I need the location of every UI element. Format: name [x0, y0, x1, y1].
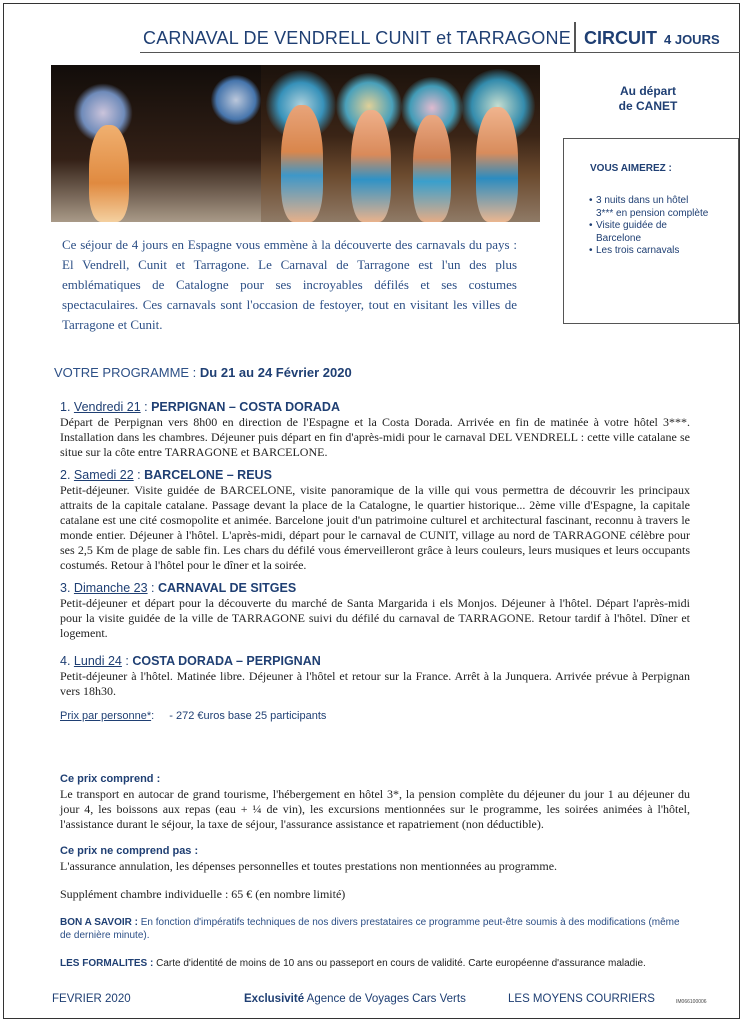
- highlights-box: [563, 138, 739, 324]
- formalites-label: LES FORMALITES :: [60, 958, 154, 969]
- supplement-line: Supplément chambre individuelle : 65 € (en nombre limité): [60, 887, 346, 901]
- day-date: Lundi 24: [73, 654, 122, 668]
- programme-label: VOTRE PROGRAMME :: [54, 365, 197, 380]
- footer-agency-name: Agence de Voyages Cars Verts: [306, 993, 466, 1005]
- day-description: Départ de Perpignan vers 8h00 en direction de l'Espagne et la Costa Dorada. Arrivée en fin de matinée à votre hôtel 3***. Installation dans les chambres. Déjeuner puis départ en fin d'après-midi pour le carnaval DEL VENDRELL : cette ville catalane se situe sur la côte entre TARRAGONE et BARCELONE.: [60, 415, 690, 459]
- programme-heading: [54, 365, 352, 380]
- formalites-text: Carte d'identité de moins de 10 ans ou passeport en cours de validité. Carte européenne d'assurance maladie.: [156, 958, 646, 969]
- price-value: - 272 €uros base 25 participants: [169, 710, 327, 722]
- includes-section: [60, 772, 690, 832]
- footer-agency: [244, 993, 466, 1005]
- day-title: CARNAVAL DE SITGES: [158, 581, 297, 595]
- page-title: CARNAVAL DE VENDRELL CUNIT et TARRAGONE: [143, 28, 571, 48]
- circuit-label: CIRCUIT: [584, 28, 657, 48]
- departure-line1: Au départ: [619, 84, 676, 98]
- day-number: 3.: [60, 581, 71, 595]
- day-date: Dimanche 23: [73, 581, 148, 595]
- highlight-item: Barcelone: [596, 232, 642, 244]
- highlight-item: 3*** en pension complète: [596, 207, 709, 219]
- day-2: 2. Samedi 22 : BARCELONE – REUS Petit-déjeuner. Visite guidée de BARCELONE, visite panoramique de la ville qui vous permettra de découvrir les principaux attraits de la capitale catalane. Passage devant la place de la Catalogne, le quartier historique... 2ème ville d'Espagne, la capitale catalane est une cité cosmopolite et animée. Barcelone jouit d'un patrimoine culturel et architectural fascinant, reconnu à travers le monde entier. Déjeuner à l'hôtel. L'après-midi, départ pour le carnaval de CUNIT, village au nord de TARRAGONE célèbre pour ses 2,5 Km de plage de sable fin. Les chars du défilé vous émerveilleront grâce à leurs couleurs, leurs musiques et leurs occupants costumés. Retour à l'hôtel pour le dîner et la soirée.: [60, 468, 690, 572]
- intro-paragraph: Ce séjour de 4 jours en Espagne vous emmène à la découverte des carnavals du pays : El Vendrell, Cunit et Tarragone. Le Carnaval de Tarragone est l'un des plus emblématiques de Catalogne pour ses incroyables défilés et ses costumes spectaculaires. Ces carnavals sont l'occasion de festoyer, tout en visitant les villes de Tarragone et Cunit.: [62, 237, 517, 332]
- price-label: Prix par personne*: [60, 710, 152, 722]
- carnival-photo: [51, 65, 540, 222]
- day-description: Petit-déjeuner à l'hôtel. Matinée libre. Déjeuner à l'hôtel et retour sur la France. Arrêt à la Junquera. Arrivée prévue à Perpignan vers 18h30.: [60, 669, 690, 698]
- excludes-title: Ce prix ne comprend pas :: [60, 845, 199, 857]
- footer-code: IM066100006: [676, 999, 707, 1005]
- day-number: 1.: [60, 400, 71, 414]
- highlight-item: • Visite guidée de: [589, 220, 708, 233]
- bon-a-savoir-text: En fonction d'impératifs techniques de nos divers prestataires ce programme peut-être soumis à des modifications (même de dernière minute).: [60, 917, 680, 941]
- day-title: COSTA DORADA – PERPIGNAN: [132, 654, 321, 668]
- highlight-item: • 3 nuits dans un hôtel: [589, 195, 708, 208]
- day-description: Petit-déjeuner. Visite guidée de BARCELONE, visite panoramique de la ville qui vous permettra de découvrir les principaux attraits de la capitale catalane. Passage devant la place de la Catalogne, le quartier historique... 2ème ville d'Espagne, la capitale catalane est une cité cosmopolite et animée. Barcelone jouit d'un patrimoine culturel et architectural fascinant, reconnu à travers le monde entier. Déjeuner à l'hôtel. L'après-midi, départ pour le carnaval de CUNIT, village au nord de TARRAGONE célèbre pour ses 2,5 Km de plage de sable fin. Les chars du défilé vous émerveilleront grâce à leurs couleurs, leurs musiques et leurs occupants costumés. Retour à l'hôtel pour le dîner et la soirée.: [60, 483, 690, 572]
- day-description: Petit-déjeuner et départ pour la découverte du marché de Santa Margarida i els Monjos. Déjeuner à l'hôtel. Départ l'après-midi pour la visite guidée de la ville de TARRAGONE suivi du défilé du carnaval de TARRAGONE. Retour tardif à l'hôtel. Dîner et logement.: [60, 596, 690, 640]
- day-number: 2.: [60, 468, 71, 482]
- footer-brand: LES MOYENS COURRIERS: [508, 993, 655, 1005]
- excludes-text: L'assurance annulation, les dépenses personnelles et toutes prestations non mentionnées au programme.: [60, 859, 558, 873]
- departure-info: [598, 84, 698, 114]
- bon-a-savoir-label: BON A SAVOIR :: [60, 917, 138, 928]
- highlights-title: VOUS AIMEREZ :: [590, 163, 672, 174]
- day-title: BARCELONE – REUS: [144, 468, 272, 482]
- day-title: PERPIGNAN – COSTA DORADA: [151, 400, 340, 414]
- day-4: 4. Lundi 24 : COSTA DORADA – PERPIGNAN Petit-déjeuner à l'hôtel. Matinée libre. Déjeuner à l'hôtel et retour sur la France. Arrêt à la Junquera. Arrivée prévue à Perpignan vers 18h30.: [60, 654, 690, 698]
- duration-label: 4 JOURS: [664, 32, 720, 47]
- day-date: Samedi 22: [73, 468, 134, 482]
- includes-text: Le transport en autocar de grand tourisme, l'hébergement en hôtel 3*, la pension complète du déjeuner du jour 1 au déjeuner du jour 4, les boissons aux repas (eau + ¼ de vin), les excursions mentionnées sur le programme, les soirées animées à l'hôtel, l'assistance durant le séjour, la taxe de séjour, l'assurance assistance et rapatriement (non déductible).: [60, 787, 690, 831]
- programme-dates: Du 21 au 24 Février 2020: [199, 365, 352, 380]
- formalites: [60, 957, 690, 970]
- footer-date: FEVRIER 2020: [52, 993, 131, 1005]
- day-date: Vendredi 21: [73, 400, 141, 414]
- day-number: 4.: [60, 654, 71, 668]
- price-line: Prix par personne*: - 272 €uros base 25 participants: [60, 710, 327, 722]
- day-1: 1. Vendredi 21 : PERPIGNAN – COSTA DORADA Départ de Perpignan vers 8h00 en direction de l'Espagne et la Costa Dorada. Arrivée en fin de matinée à votre hôtel 3***. Installation dans les chambres. Déjeuner puis départ en fin d'après-midi pour le carnaval DEL VENDRELL : cette ville catalane se situe sur la côte entre TARRAGONE et BARCELONE.: [60, 400, 690, 459]
- bon-a-savoir: [60, 916, 690, 942]
- includes-title: Ce prix comprend :: [60, 773, 161, 785]
- header-rule: [140, 52, 740, 53]
- excludes-section: [60, 844, 690, 874]
- departure-line2: de CANET: [618, 99, 678, 113]
- title-separator: [574, 22, 576, 52]
- day-3: 3. Dimanche 23 : CARNAVAL DE SITGES Petit-déjeuner et départ pour la découverte du marché de Santa Margarida i els Monjos. Déjeuner à l'hôtel. Départ l'après-midi pour la visite guidée de la ville de TARRAGONE suivi du défilé du carnaval de TARRAGONE. Retour tardif à l'hôtel. Dîner et logement.: [60, 581, 690, 640]
- footer-exclusive: Exclusivité: [244, 993, 305, 1005]
- highlight-item: • Les trois carnavals: [589, 245, 708, 258]
- highlights-list: [589, 195, 708, 258]
